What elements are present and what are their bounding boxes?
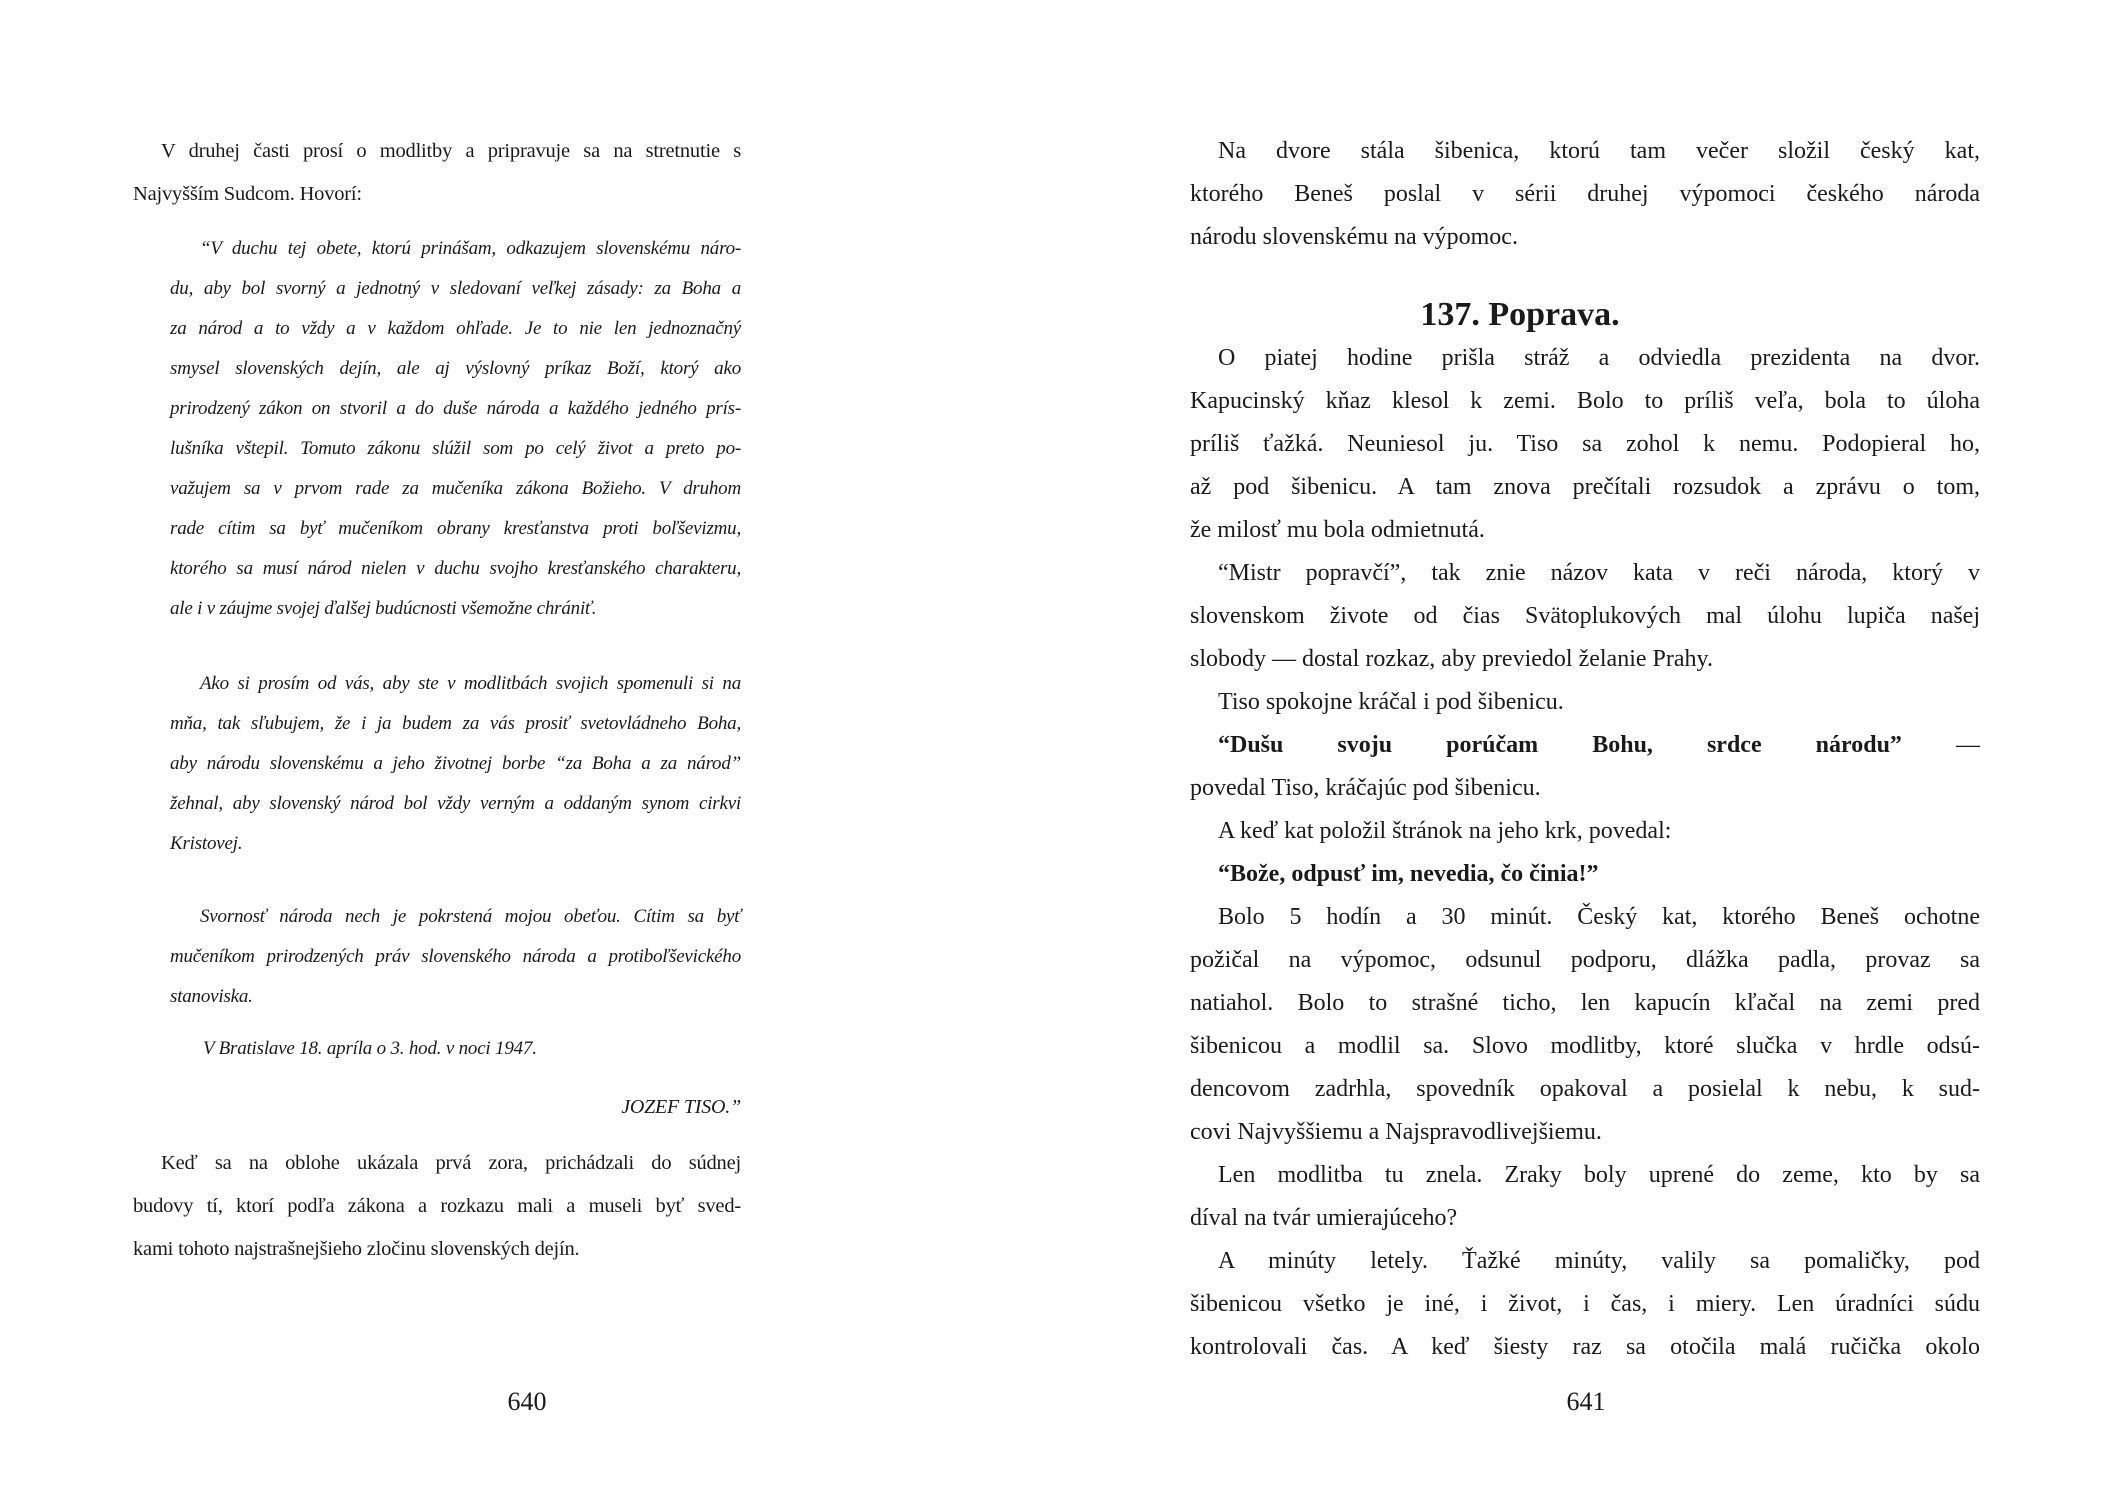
text-line bbox=[1190, 130, 1980, 173]
text-span: Kapucinský kňaz klesol k zemi. Bolo to príliš veľa, bola to úloha bbox=[1190, 388, 1980, 414]
paragraph-closing bbox=[133, 1142, 741, 1271]
text-line bbox=[1190, 337, 1980, 380]
text-span: prirodzený zákon on stvoril a do duše národa a každého jedného prís- bbox=[170, 398, 741, 419]
text-line bbox=[1190, 509, 1980, 552]
date-line: V Bratislave 18. apríla o 3. hod. v noci 1947. bbox=[203, 1038, 537, 1059]
text-line bbox=[170, 389, 741, 429]
paragraph-executioner bbox=[1190, 552, 1980, 681]
text-span: stanoviska. bbox=[170, 986, 253, 1007]
text-line bbox=[1190, 380, 1980, 423]
text-line bbox=[170, 509, 741, 549]
text-span: V druhej časti prosí o modlitby a pripravuje sa na stretnutie s bbox=[161, 140, 741, 162]
text-span: budovy tí, ktorí podľa zákona a rozkazu mali a museli byť sved- bbox=[133, 1195, 741, 1217]
text-line bbox=[170, 784, 741, 824]
text-line bbox=[1190, 423, 1980, 466]
paragraph-prayer bbox=[1190, 1154, 1980, 1240]
text-span: važujem sa v prvom rade za mučeníka zákona Božieho. V druhom bbox=[170, 478, 741, 499]
text-line bbox=[1190, 1240, 1980, 1283]
bold-text: “Dušu svoju porúčam Bohu, srdce národu” bbox=[1218, 732, 1902, 758]
text-line bbox=[170, 349, 741, 389]
chapter-heading: 137. Poprava. bbox=[1420, 296, 1620, 333]
text-span: mučeníkom prirodzených práv slovenského národa a protiboľševického bbox=[170, 946, 741, 967]
text-line bbox=[170, 897, 741, 937]
text-line bbox=[133, 130, 741, 173]
text-span: díval na tvár umierajúceho? bbox=[1190, 1205, 1458, 1231]
text-line bbox=[170, 429, 741, 469]
text-line bbox=[170, 229, 741, 269]
left-page bbox=[133, 130, 741, 1271]
quote-block-2 bbox=[170, 664, 741, 864]
right-page bbox=[1190, 130, 1980, 1369]
paragraph-last-words-2 bbox=[1190, 853, 1980, 896]
text-line bbox=[1190, 853, 1980, 896]
text-span: Keď sa na oblohe ukázala prvá zora, prichádzali do súdnej bbox=[161, 1152, 741, 1174]
text-span: ale i v záujme svojej ďalšej budúcnosti všemožne chrániť. bbox=[170, 598, 597, 619]
text-span: rade cítim sa byť mučeníkom obrany kresťanstva proti boľševizmu, bbox=[170, 518, 741, 539]
text-span: kami tohoto najstrašnejšieho zločinu slovenských dejín. bbox=[133, 1238, 580, 1260]
text-line bbox=[1190, 767, 1980, 810]
text-span: povedal Tiso, kráčajúc pod šibenicu. bbox=[1190, 775, 1541, 801]
text-span: že milosť mu bola odmietnutá. bbox=[1190, 517, 1485, 543]
text-line bbox=[1190, 466, 1980, 509]
text-line bbox=[1190, 173, 1980, 216]
text-span: Bolo 5 hodín a 30 minút. Český kat, ktorého Beneš ochotne bbox=[1218, 904, 1980, 930]
text-line bbox=[170, 664, 741, 704]
text-span: šibenicou a modlil sa. Slovo modlitby, ktoré slučka v hrdle odsú- bbox=[1190, 1033, 1980, 1059]
text-line bbox=[1190, 595, 1980, 638]
text-span: slovenskom živote od čias Svätoplukových mal úlohu lupiča našej bbox=[1190, 603, 1980, 629]
text-line bbox=[1190, 216, 1980, 259]
text-span: lušníka vštepil. Tomuto zákonu slúžil som po celý život a preto po- bbox=[170, 438, 741, 459]
text-span: príliš ťažká. Neuniesol ju. Tiso sa zohol k nemu. Podopieral ho, bbox=[1190, 431, 1980, 457]
text-span: A minúty letely. Ťažké minúty, valily sa pomaličky, pod bbox=[1218, 1248, 1980, 1274]
text-line bbox=[170, 269, 741, 309]
text-span: až pod šibenicu. A tam znova prečítali rozsudok a zprávu o tom, bbox=[1190, 474, 1980, 500]
text-span: slobody — dostal rozkaz, aby previedol želanie Prahy. bbox=[1190, 646, 1713, 672]
text-span: Na dvore stála šibenica, ktorú tam večer složil český kat, bbox=[1218, 138, 1980, 164]
text-line bbox=[1190, 1025, 1980, 1068]
page-number-left: 640 bbox=[507, 1387, 547, 1416]
paragraph-last-words-1 bbox=[1190, 724, 1980, 810]
text-line bbox=[1190, 896, 1980, 939]
text-line bbox=[1190, 724, 1980, 767]
text-span: za národ a to vždy a v každom ohľade. Je to nie len jednoznačný bbox=[170, 318, 741, 339]
text-span: dencovom zadrhla, spovedník opakoval a posielal k nebu, k sud- bbox=[1190, 1076, 1980, 1102]
text-line bbox=[1190, 982, 1980, 1025]
paragraph-gallows bbox=[1190, 130, 1980, 259]
text-span: šibenicou všetko je iné, i život, i čas, i miery. Len úradníci súdu bbox=[1190, 1291, 1980, 1317]
text-span: O piatej hodine prišla stráž a odviedla prezidenta na dvor. bbox=[1218, 345, 1980, 371]
text-line bbox=[133, 1185, 741, 1228]
text-span: mňa, tak sľubujem, že i ja budem za vás prosiť svetovládneho Boha, bbox=[170, 713, 741, 734]
text-span: “Mistr popravčí”, tak znie názov kata v reči národa, ktorý v bbox=[1218, 560, 1980, 586]
text-line bbox=[170, 744, 741, 784]
text-span: požičal na výpomoc, odsunul podporu, dlážka padla, provaz sa bbox=[1190, 947, 1980, 973]
text-span: národu slovenskému na výpomoc. bbox=[1190, 224, 1518, 250]
text-span: Svornosť národa nech je pokrstená mojou obeťou. Cítim sa byť bbox=[200, 906, 741, 927]
text-span: smysel slovenských dejín, ale aj výslovný príkaz Boží, ktorý ako bbox=[170, 358, 741, 379]
text-line bbox=[1190, 1111, 1980, 1154]
text-span: žehnal, aby slovenský národ bol vždy verným a oddaným synom cirkvi bbox=[170, 793, 741, 814]
text-line bbox=[1190, 810, 1980, 853]
page-number-right: 641 bbox=[1566, 1387, 1606, 1416]
text-span: natiahol. Bolo to strašné ticho, len kapucín kľačal na zemi pred bbox=[1190, 990, 1980, 1016]
text-span: Len modlitba tu znela. Zraky boly uprené do zeme, kto by sa bbox=[1218, 1162, 1980, 1188]
text-line bbox=[1190, 1197, 1980, 1240]
text-line bbox=[1190, 638, 1980, 681]
text-span: ktorého Beneš poslal v sérii druhej výpomoci českého národa bbox=[1190, 181, 1980, 207]
paragraph-execution-start bbox=[1190, 337, 1980, 552]
text-span: — bbox=[1901, 732, 1980, 758]
paragraph-intro bbox=[133, 130, 741, 216]
text-span: aby národu slovenskému a jeho životnej borbe “za Boha a za národ” bbox=[170, 753, 741, 774]
text-line bbox=[170, 977, 741, 1017]
text-span: covi Najvyššiemu a Najspravodlivejšiemu. bbox=[1190, 1119, 1602, 1145]
text-line bbox=[1190, 552, 1980, 595]
text-span: Kristovej. bbox=[170, 833, 243, 854]
signature-line: JOZEF TISO.” bbox=[621, 1096, 741, 1118]
quote-block-3 bbox=[170, 897, 741, 1017]
text-line bbox=[1190, 1154, 1980, 1197]
text-line bbox=[133, 173, 741, 216]
text-span: Tiso spokojne kráčal i pod šibenicu. bbox=[1218, 689, 1564, 715]
quote-block-1 bbox=[170, 229, 741, 629]
paragraph-minutes bbox=[1190, 1240, 1980, 1369]
text-line bbox=[1190, 1068, 1980, 1111]
text-span: du, aby bol svorný a jednotný v sledovaní veľkej zásady: za Boha a bbox=[170, 278, 741, 299]
text-span: kontrolovali čas. A keď šiesty raz sa otočila malá ručička okolo bbox=[1190, 1334, 1980, 1360]
text-line bbox=[1190, 1326, 1980, 1369]
bold-text: “Bože, odpusť im, nevedia, čo činia!” bbox=[1218, 861, 1599, 887]
text-line bbox=[170, 469, 741, 509]
text-line bbox=[1190, 1283, 1980, 1326]
text-line bbox=[133, 1228, 741, 1271]
text-line bbox=[170, 704, 741, 744]
text-span: Ako si prosím od vás, aby ste v modlitbách svojich spomenuli si na bbox=[200, 673, 741, 694]
text-line bbox=[1190, 681, 1980, 724]
text-line bbox=[170, 937, 741, 977]
text-line bbox=[170, 589, 741, 629]
text-line bbox=[170, 309, 741, 349]
text-line bbox=[170, 549, 741, 589]
text-line bbox=[1190, 939, 1980, 982]
text-line bbox=[133, 1142, 741, 1185]
paragraph-noose bbox=[1190, 810, 1980, 853]
text-span: “V duchu tej obete, ktorú prinášam, odkazujem slovenskému náro- bbox=[200, 238, 741, 259]
text-span: ktorého sa musí národ nielen v duchu svojho kresťanského charakteru, bbox=[170, 558, 741, 579]
paragraph-execution bbox=[1190, 896, 1980, 1154]
text-span: A keď kat položil štránok na jeho krk, povedal: bbox=[1218, 818, 1672, 844]
text-line bbox=[170, 824, 741, 864]
text-span: Najvyšším Sudcom. Hovorí: bbox=[133, 183, 362, 205]
paragraph-tiso-walk bbox=[1190, 681, 1980, 724]
